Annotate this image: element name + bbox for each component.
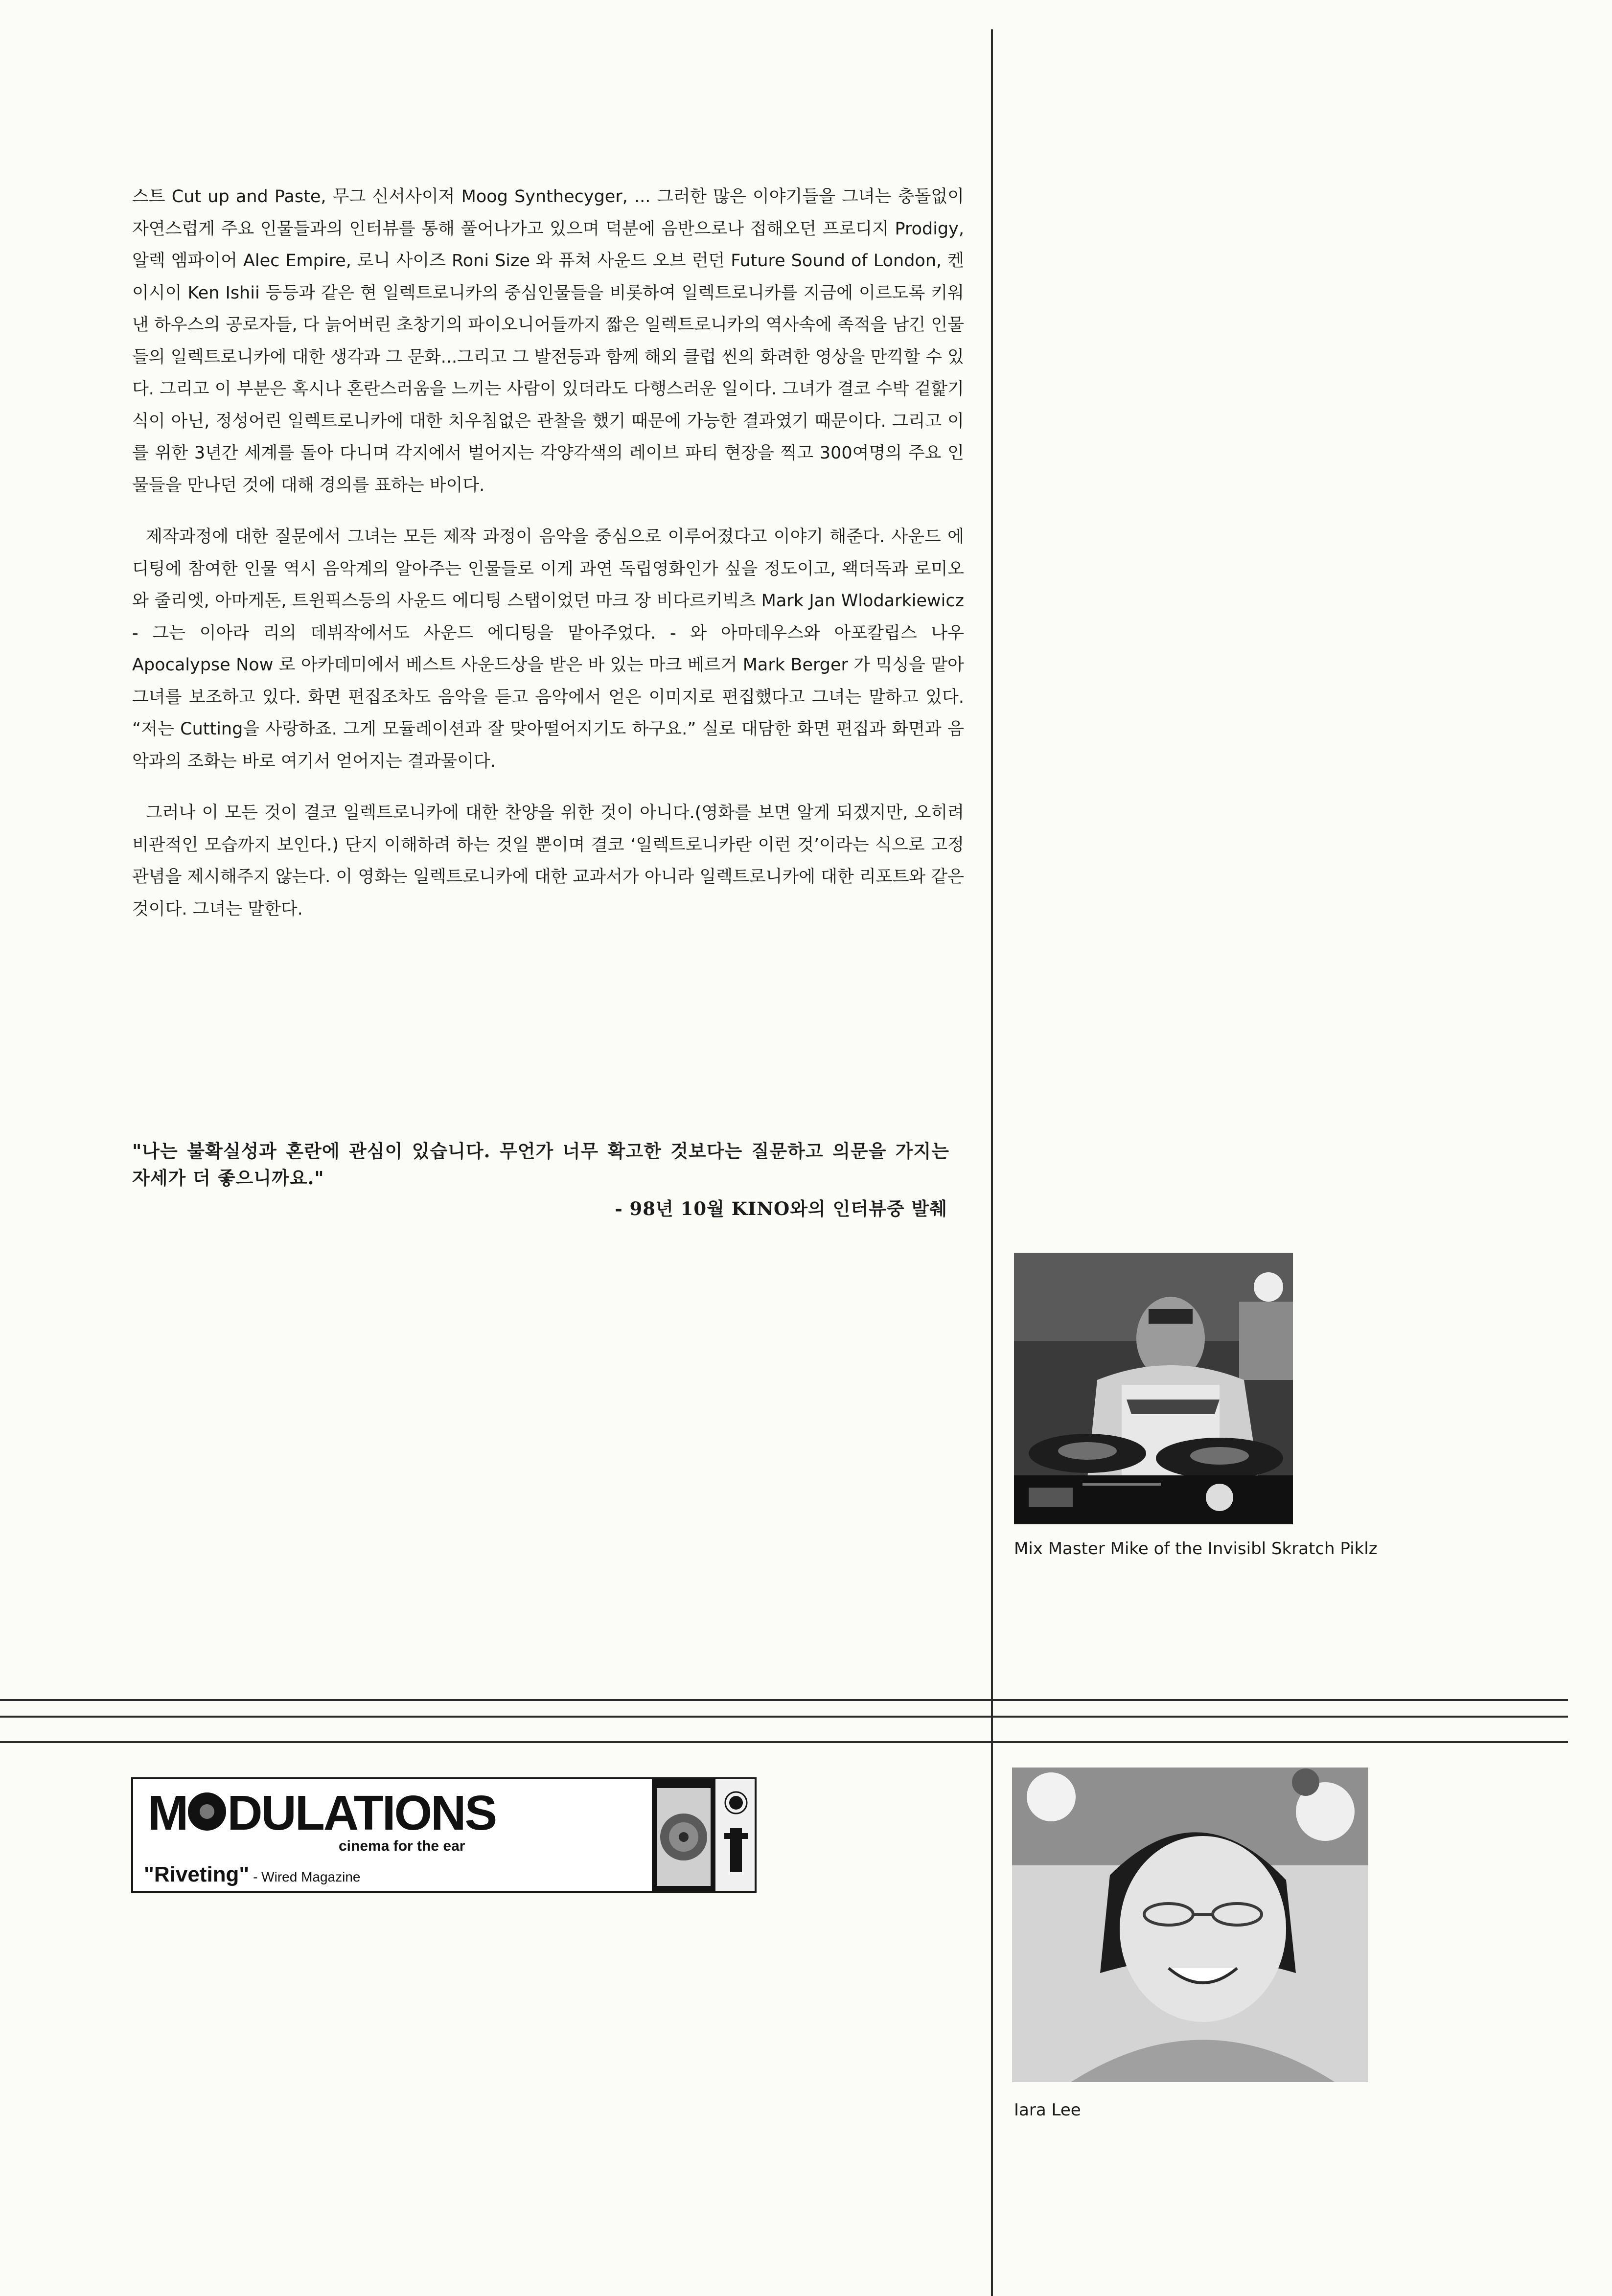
paragraph-1: 스트 Cut up and Paste, 무그 신서사이저 Moog Synthecyger, ... 그러한 많은 이야기들을 그녀는 충돌없이 자연스럽게 주요 인물들과의 인터뷰를 통해 풀어나가고 있으며 덕분에 음반으로나 접해오던 프로디지 Prodigy, 알렉 엠파이어 Alec Empire, 로니 사이즈 Roni Size 와 퓨쳐 사운드 오브 런던 Future Sound of London, 켄 이시이 Ken Ishii 등등과 같은 현 일렉트로니카의 중심인물들을 비롯하여 일렉트로니카를 지금에 이르도록 키워낸 하우스의 공로자들, 다 늙어버린 초창기의 파이오니어들까지 짧은 일렉트로니카의 역사속에 족적을 남긴 인물들의 일렉트로니카에 대한 생각과 그 문화...그리고 그 발전등과 함께 해외 클럽 씬의 화려한 영상을 만끽할 수 있다. 그리고 이 부분은 혹시나 혼란스러움을 느끼는 사람이 있더라도 다행스러운 일이다. 그녀가 결코 수박 겉핥기식이 아닌, 정성어린 일렉트로니카에 대한 치우침없은 관찰을 했기 때문에 가능한 결과였기 때문이다. 그리고 이를 위한 3년간 세계를 돌아 다니며 각지에서 벌어지는 각양각색의 레이브 파티 현장을 찍고 300여명의 주요 인물들을 만나던 것에 대해 경의를 표하는 바이다. (132, 187, 964, 495)
ad-title-dot-icon (188, 1792, 226, 1831)
article-body (132, 181, 964, 947)
photo-iara-lee (1012, 1768, 1368, 2082)
photo-mix-master-mike (1014, 1253, 1293, 1524)
photo-2-caption: Iara Lee (1014, 2100, 1081, 2120)
pull-quote (132, 1138, 949, 1222)
ad-quote-word: "Riveting" (144, 1862, 250, 1886)
ad-title-after: DULATIONS (227, 1786, 496, 1840)
rule-top (0, 1699, 1568, 1701)
rule-middle (0, 1716, 1568, 1718)
modulations-ad (131, 1777, 757, 1893)
ad-title-before: M (148, 1786, 187, 1840)
ad-title (148, 1786, 496, 1840)
quote-source: - 98년 10월 KINO와의 인터뷰중 발췌 (615, 1198, 947, 1219)
ad-tagline (144, 1862, 360, 1887)
quote-text: "나는 불확실성과 혼란에 관심이 있습니다. 무언가 너무 확고한 것보다는 질문하고 의문을 가지는 자세가 더 좋으니까요." (132, 1140, 949, 1189)
paragraph-3: 그러나 이 모든 것이 결코 일렉트로니카에 대한 찬양을 위한 것이 아니다.(영화를 보면 알게 되겠지만, 오히려 비관적인 모습까지 보인다.) 단지 이해하려 하는 것일 뿐이며 결코 ‘일렉트로니카란 이런 것’이라는 식으로 고정관념을 제시해주지 않는다. 이 영화는 일렉트로니카에 대한 교과서가 아니라 일렉트로니카에 대한 리포트와 같은 것이다. 그녀는 말한다. (132, 803, 964, 919)
ad-subtitle: cinema for the ear (339, 1838, 465, 1854)
ad-quote-source: - Wired Magazine (249, 1869, 361, 1884)
ad-graphic (652, 1779, 755, 1891)
photo-1-caption: Mix Master Mike of the Invisibl Skratch Piklz (1014, 1539, 1378, 1559)
rule-bottom (0, 1741, 1568, 1743)
column-divider (991, 29, 993, 2296)
paragraph-2: 제작과정에 대한 질문에서 그녀는 모든 제작 과정이 음악을 중심으로 이루어졌다고 이야기 해준다. 사운드 에디팅에 참여한 인물 역시 음악계의 알아주는 인물들로 이게 과연 독립영화인가 싶을 정도이고, 왝더독과 로미오와 줄리엣, 아마게돈, 트윈픽스등의 사운드 에디팅 스탭이었던 마크 장 비다르키빅츠 Mark Jan Wlodarkiewicz - 그는 이아라 리의 데뷔작에서도 사운드 에디팅을 맡아주었다. - 와 아마데우스와 아포칼립스 나우 Apocalypse Now 로 아카데미에서 베스트 사운드상을 받은 바 있는 마크 베르거 Mark Berger 가 믹싱을 맡아 그녀를 보조하고 있다. 화면 편집조차도 음악을 듣고 음악에서 얻은 이미지로 편집했다고 그녀는 말하고 있다. “저는 Cutting을 사랑하죠. 그게 모듈레이션과 잘 맞아떨어지기도 하구요.” 실로 대담한 화면 편집과 화면과 음악과의 조화는 바로 여기서 얻어지는 결과물이다. (132, 527, 964, 771)
